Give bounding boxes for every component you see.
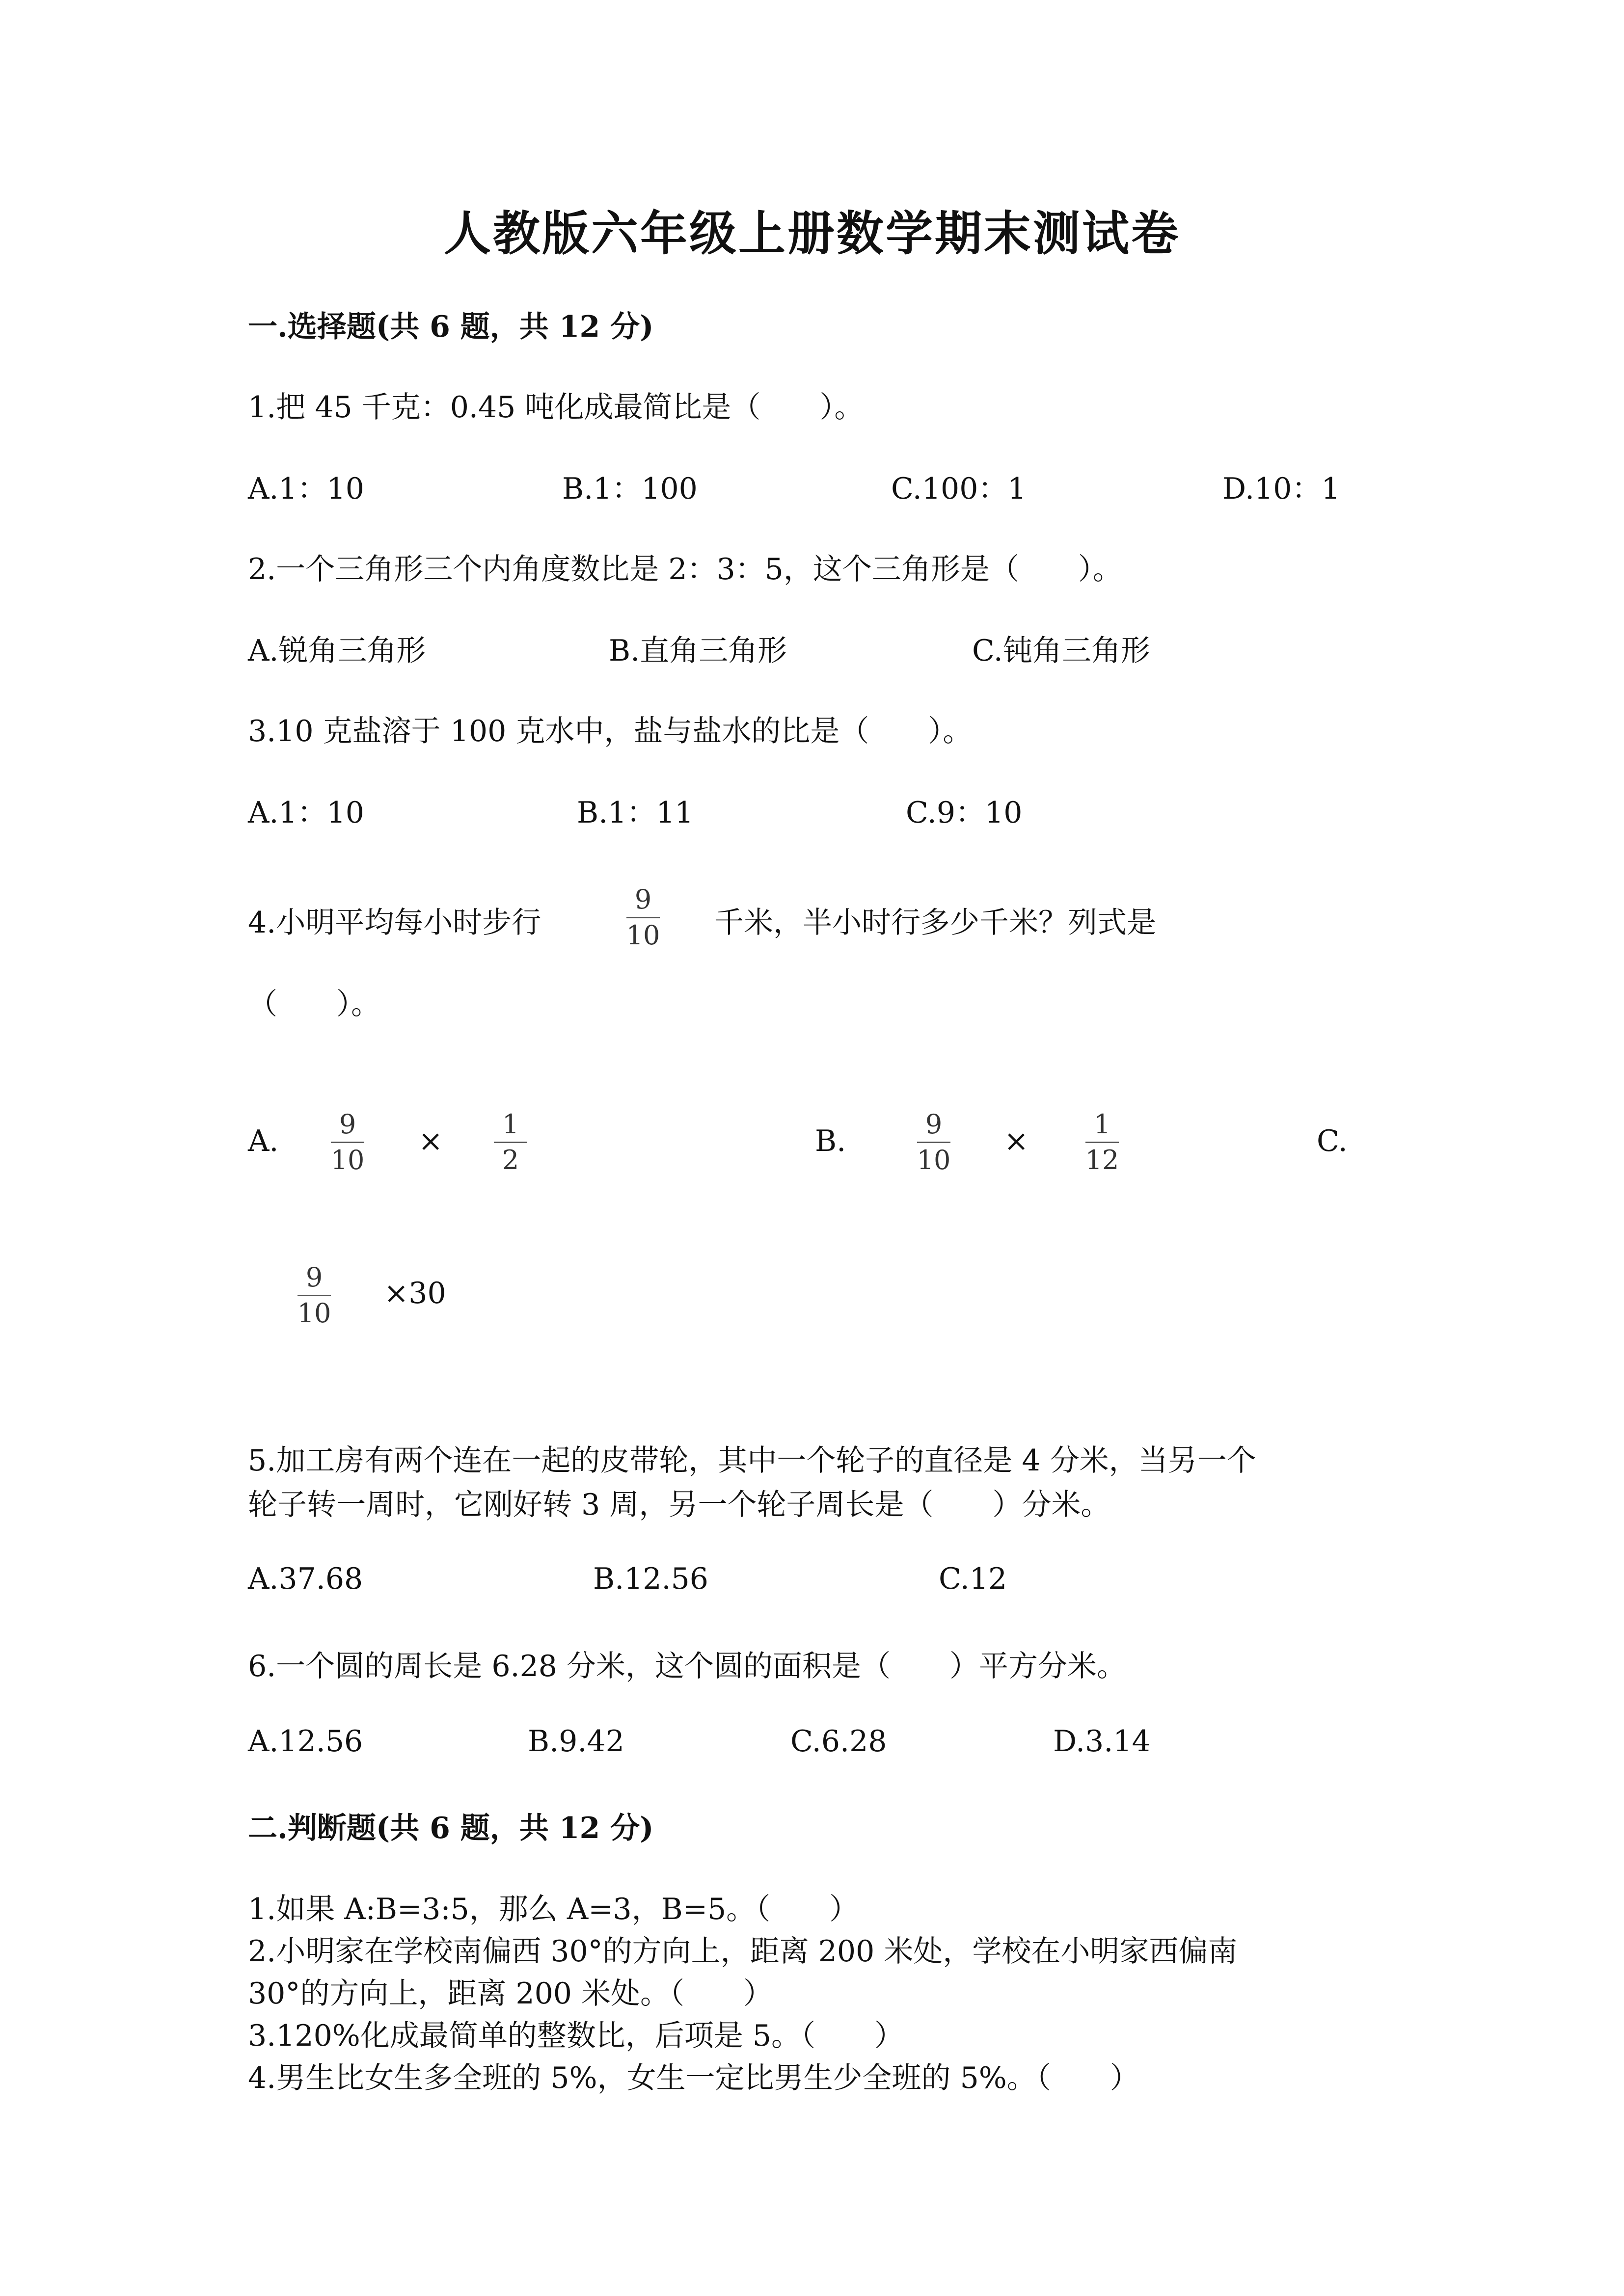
question-5-line2: 轮子转一周时，它刚好转 3 周，另一个轮子周长是（ ）分米。: [248, 1488, 1110, 1522]
fraction-denominator: 10: [297, 1298, 331, 1329]
fraction-bar: [331, 1142, 364, 1143]
fraction-denominator: 10: [917, 1145, 951, 1175]
fraction-numerator: 9: [634, 884, 652, 915]
q3-option-c: C.9：10: [906, 796, 1023, 830]
fraction-numerator: 9: [305, 1262, 323, 1293]
q3-option-a: A.1：10: [248, 796, 364, 830]
q6-option-d: D.3.14: [1053, 1724, 1151, 1759]
question-4-stem-end: 千米，半小时行多少千米？列式是: [714, 906, 1156, 940]
q1-option-c: C.100：1: [891, 472, 1027, 506]
q6-option-a: A.12.56: [248, 1724, 363, 1759]
question-5-line1: 5.加工房有两个连在一起的皮带轮，其中一个轮子的直径是 4 分米，当另一个: [248, 1443, 1256, 1478]
fraction-numerator: 9: [925, 1109, 943, 1140]
fraction-denominator: 2: [502, 1145, 519, 1175]
fraction-bar: [626, 917, 660, 918]
q4-option-a-operator: ×: [418, 1124, 443, 1158]
q4-option-c-rest: ×30: [384, 1276, 446, 1310]
fraction-numerator: 1: [502, 1109, 519, 1140]
question-6-stem: 6.一个圆的周长是 6.28 分米，这个圆的面积是（ ）平方分米。: [248, 1649, 1126, 1683]
fraction-bar: [298, 1295, 331, 1296]
fraction-denominator: 10: [330, 1145, 365, 1175]
q4-option-a-fraction-2: [491, 1108, 530, 1176]
page-title: 人教版六年级上册数学期末测试卷: [444, 206, 1180, 261]
q4-option-b-fraction-2: [1083, 1108, 1122, 1176]
fraction-bar: [1085, 1142, 1119, 1143]
q2-option-c: C.钝角三角形: [972, 634, 1150, 668]
judgement-item-2-line1: 2.小明家在学校南偏西 30°的方向上，距离 200 米处，学校在小明家西偏南: [248, 1934, 1238, 1969]
question-4-stem-line2: （ ）。: [248, 987, 380, 1021]
q4-stem-fraction: [623, 883, 663, 952]
q4-option-b-operator: ×: [1004, 1124, 1029, 1158]
q5-option-b: B.12.56: [593, 1562, 708, 1596]
q4-option-c-label: C.: [1317, 1124, 1348, 1158]
q6-option-c: C.6.28: [790, 1724, 887, 1759]
fraction-numerator: 9: [339, 1109, 356, 1140]
q1-option-a: A.1：10: [248, 472, 364, 506]
judgement-item-2-line2: 30°的方向上，距离 200 米处。（ ）: [248, 1976, 773, 2011]
fraction-bar: [917, 1142, 950, 1143]
q2-option-a: A.锐角三角形: [248, 634, 426, 668]
fraction-denominator: 10: [626, 920, 660, 951]
question-4-stem-start: 4.小明平均每小时步行: [248, 906, 541, 940]
section-heading-judgement: 二.判断题(共 6 题，共 12 分): [248, 1811, 654, 1845]
question-2-stem: 2.一个三角形三个内角度数比是 2：3：5，这个三角形是（ ）。: [248, 552, 1122, 587]
q4-option-c-fraction: [295, 1261, 334, 1330]
q4-option-b-label: B.: [815, 1124, 846, 1158]
q5-option-a: A.37.68: [248, 1562, 363, 1596]
q5-option-c: C.12: [939, 1562, 1007, 1596]
fraction-numerator: 1: [1093, 1109, 1111, 1140]
q1-option-b: B.1：100: [562, 472, 698, 506]
q4-option-a-label: A.: [248, 1124, 279, 1158]
q1-option-d: D.10：1: [1222, 472, 1340, 506]
q6-option-b: B.9.42: [528, 1724, 624, 1759]
judgement-item-4: 4.男生比女生多全班的 5%，女生一定比男生少全班的 5%。（ ）: [248, 2061, 1139, 2095]
judgement-item-1: 1.如果 A:B=3:5，那么 A=3，B=5。（ ）: [248, 1892, 859, 1926]
fraction-bar: [494, 1142, 527, 1143]
q2-option-b: B.直角三角形: [609, 634, 787, 668]
question-1-stem: 1.把 45 千克：0.45 吨化成最简比是（ ）。: [248, 390, 864, 425]
fraction-denominator: 12: [1085, 1145, 1119, 1175]
q3-option-b: B.1：11: [577, 796, 694, 830]
q4-option-a-fraction-1: [328, 1108, 367, 1176]
question-3-stem: 3.10 克盐溶于 100 克水中，盐与盐水的比是（ ）。: [248, 714, 973, 748]
q4-option-b-fraction-1: [914, 1108, 953, 1176]
section-heading-choice: 一.选择题(共 6 题，共 12 分): [248, 310, 654, 344]
judgement-item-3: 3.120%化成最简单的整数比，后项是 5。（ ）: [248, 2019, 904, 2053]
